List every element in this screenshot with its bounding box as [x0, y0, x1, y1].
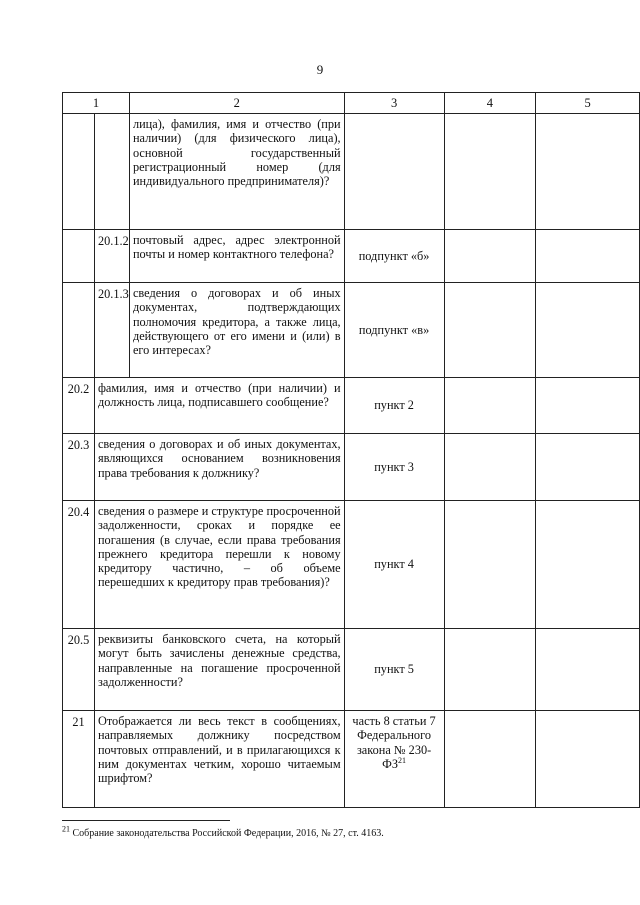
header-col-5: 5 [536, 93, 640, 114]
legal-reference: пункт 4 [344, 501, 444, 629]
empty-cell [94, 114, 129, 230]
empty-cell [63, 114, 95, 230]
question-cell: реквизиты банковского счета, на который могут быть зачислены денежные средства, направленные на погашение просроченной задолженности? [94, 629, 344, 711]
empty-cell [344, 114, 444, 230]
row-number: 21 [63, 711, 95, 808]
note-cell [536, 378, 640, 434]
table-row [63, 114, 640, 230]
row-number: 20.1.3 [94, 283, 129, 378]
note-cell [536, 283, 640, 378]
table-row [63, 629, 640, 711]
header-col-2: 2 [129, 93, 344, 114]
header-col-3: 3 [344, 93, 444, 114]
footnote-text: Собрание законодательства Российской Федерации, 2016, № 27, ст. 4163. [72, 828, 384, 839]
empty-cell [536, 114, 640, 230]
footnote [62, 824, 622, 839]
header-col-1: 1 [63, 93, 130, 114]
legal-reference: подпункт «в» [344, 283, 444, 378]
legal-reference: пункт 2 [344, 378, 444, 434]
question-cell: фамилия, имя и отчество (при наличии) и должность лица, подписавшего сообщение? [94, 378, 344, 434]
legal-reference: пункт 3 [344, 434, 444, 501]
footnote-number: 21 [62, 824, 70, 834]
answer-cell [444, 501, 536, 629]
legal-reference [344, 711, 444, 808]
row-number: 20.5 [63, 629, 95, 711]
page-number: 9 [316, 62, 324, 77]
question-cell: Отображается ли весь текст в сообщениях, направляемых должнику посредством почтовых отправлений, и в прилагающихся к ним документах четким, хорошо читаемым шрифтом? [94, 711, 344, 808]
legal-reference: подпункт «б» [344, 230, 444, 283]
table-row [63, 283, 640, 378]
answer-cell [444, 230, 536, 283]
answer-cell [444, 629, 536, 711]
note-cell [536, 230, 640, 283]
empty-cell [63, 230, 95, 283]
empty-cell [63, 283, 95, 378]
table-row [63, 711, 640, 808]
question-cell: сведения о размере и структуре просроченной задолженности, сроках и порядке ее погашения (в случае, если права требования прежнего кредитора перешли к новому кредитору частично, – об объеме перешедших к кредитору прав требования)? [94, 501, 344, 629]
header-col-4: 4 [444, 93, 536, 114]
question-cell: сведения о договорах и об иных документах, являющихся основанием возникновения права требования к должнику? [94, 434, 344, 501]
question-cell: лица), фамилия, имя и отчество (при наличии) (для физического лица), основной государственный регистрационный номер (для индивидуального предпринимателя)? [129, 114, 344, 230]
table-row [63, 434, 640, 501]
question-cell: почтовый адрес, адрес электронной почты и номер контактного телефона? [129, 230, 344, 283]
answer-cell [444, 283, 536, 378]
footnote-divider [62, 820, 230, 821]
legal-reference-text: часть 8 статьи 7 Федерального закона № 230-ФЗ [352, 714, 436, 771]
table-row [63, 230, 640, 283]
answer-cell [444, 434, 536, 501]
row-number: 20.1.2 [94, 230, 129, 283]
legal-reference: пункт 5 [344, 629, 444, 711]
row-number: 20.3 [63, 434, 95, 501]
footnote-marker: 21 [398, 755, 407, 765]
table-header-row [63, 93, 640, 114]
answer-cell [444, 378, 536, 434]
row-number: 20.2 [63, 378, 95, 434]
answer-cell [444, 711, 536, 808]
table-row [63, 378, 640, 434]
note-cell [536, 501, 640, 629]
question-cell: сведения о договорах и об иных документах, подтверждающих полномочия кредитора, а также лица, действующего от его имени и (или) в его интересах? [129, 283, 344, 378]
note-cell [536, 711, 640, 808]
row-number: 20.4 [63, 501, 95, 629]
table-row [63, 501, 640, 629]
checklist-table [62, 92, 640, 808]
note-cell [536, 629, 640, 711]
empty-cell [444, 114, 536, 230]
note-cell [536, 434, 640, 501]
